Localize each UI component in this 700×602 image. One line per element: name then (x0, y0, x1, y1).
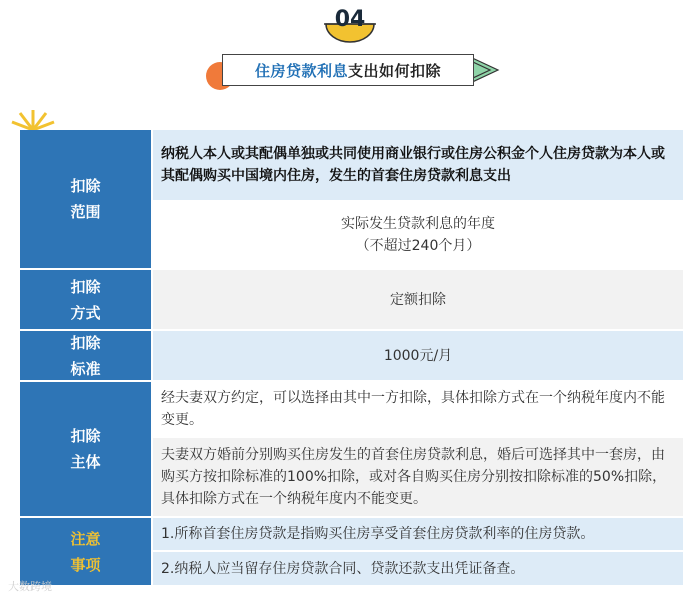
deduction-table (20, 130, 683, 587)
method-value: 定额扣除 (153, 270, 683, 331)
label-line: 扣除 (70, 333, 101, 352)
label-line: 范围 (70, 203, 101, 221)
table-row-scope (20, 130, 683, 270)
row-label-notes (20, 518, 151, 587)
period-text: 实际发生贷款利息的年度 (341, 216, 495, 232)
note-item-2: 2.纳税人应当留存住房贷款合同、贷款还款支出凭证备查。 (153, 552, 683, 587)
row-label (20, 130, 151, 270)
label-line: 主体 (70, 453, 101, 471)
row-label (20, 331, 151, 382)
table-row-notes (20, 518, 683, 587)
scope-description: 纳税人本人或其配偶单独或共同使用商业银行或住房公积金个人住房贷款为本人或其配偶购买中国境内住房，发生的首套住房贷款利息支出 (153, 130, 683, 202)
number-badge (322, 4, 378, 44)
label-line: 事项 (70, 555, 101, 574)
label-line: 扣除 (70, 277, 101, 296)
label-line: 扣除 (70, 177, 101, 195)
table-row-method (20, 270, 683, 331)
title-rest: 支出如何扣除 (348, 61, 442, 80)
subject-text-2: 夫妻双方婚前分别购买住房发生的首套住房贷款利息，婚后可选择其中一套房，由购买方按扣除标准的100%扣除，或对各自购买住房分别按扣除标准的50%扣除，具体扣除方式在一个纳税年度内不能变更。 (153, 438, 683, 518)
number-text: 04 (334, 7, 366, 32)
table-row-standard (20, 331, 683, 382)
label-line: 标准 (70, 359, 101, 378)
row-label (20, 270, 151, 331)
row-label (20, 382, 151, 518)
subject-text-1: 经夫妻双方约定，可以选择由其中一方扣除，具体扣除方式在一个纳税年度内不能变更。 (153, 382, 683, 438)
label-line: 注意 (70, 529, 101, 548)
standard-value: 1000元/月 (153, 331, 683, 382)
title-highlight: 住房贷款利息 (254, 61, 348, 80)
label-line: 方式 (70, 303, 101, 322)
table-row-subject (20, 382, 683, 518)
section-banner (200, 50, 500, 90)
note-item-1: 1.所称首套住房贷款是指购买住房享受首套住房贷款利率的住房贷款。 (153, 518, 683, 552)
section-title (222, 54, 474, 86)
label-line: 扣除 (70, 427, 101, 445)
watermark-text: 大数跨境 (8, 580, 52, 593)
period-limit: （不超过240个月） (355, 238, 481, 254)
scope-period (153, 202, 683, 270)
